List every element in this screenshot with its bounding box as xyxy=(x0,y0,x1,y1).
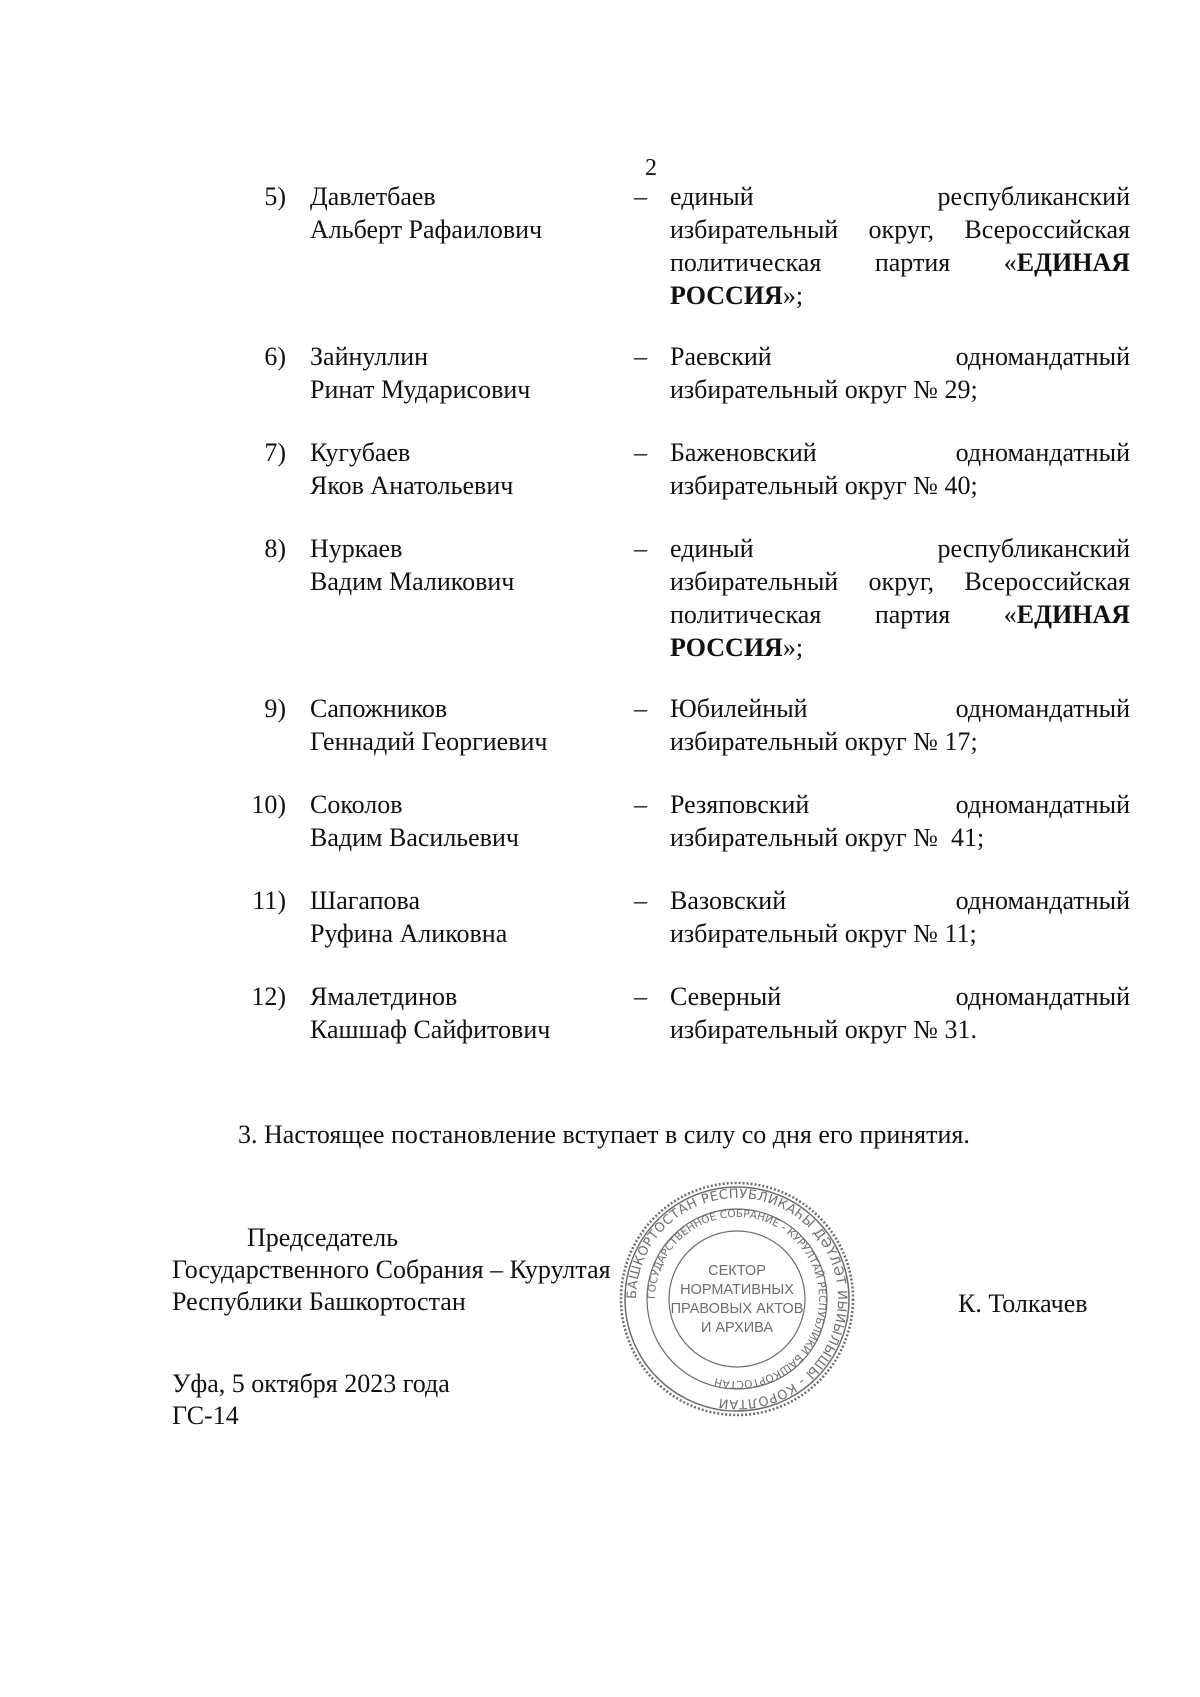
document-footer xyxy=(172,1368,450,1432)
item-number: 7) xyxy=(264,438,286,467)
district-description xyxy=(670,980,1130,1046)
dash: – xyxy=(634,534,647,563)
district-description xyxy=(670,884,1130,950)
dash: – xyxy=(634,886,647,915)
desc-line: политическая партия «ЕДИНАЯ xyxy=(670,600,1130,629)
clause-text: 3. Настоящее постановление вступает в силу со дня его принятия. xyxy=(238,1120,970,1149)
district-description xyxy=(670,788,1130,854)
desc-line: избирательный округ № 40; xyxy=(670,471,978,500)
desc-line: РОССИЯ»; xyxy=(670,633,804,662)
desc-line: Резяповский одномандатный xyxy=(670,790,1130,819)
deputy-given-name: Ринат Мударисович xyxy=(310,375,531,404)
deputy-name xyxy=(310,340,610,406)
dash: – xyxy=(634,438,647,467)
desc-line: Баженовский одномандатный xyxy=(670,438,1130,467)
desc-line: избирательный округ, Всероссийская xyxy=(670,215,1130,244)
deputy-name xyxy=(310,788,610,854)
desc-line: политическая партия «ЕДИНАЯ xyxy=(670,248,1130,277)
seal-outer-text: БАШКОРТОСТАН РЕСПУБЛИКАҺЫ ДӘҮЛӘТ ЙЫЙЫЛЫШЫ - КОРОЛТАЙ xyxy=(624,1186,850,1412)
item-number: 11) xyxy=(252,886,286,915)
desc-line: избирательный округ № 29; xyxy=(670,375,978,404)
deputy-surname: Шагапова xyxy=(310,886,421,915)
seal-center-line: НОРМАТИВНЫХ xyxy=(680,1282,794,1298)
deputy-name xyxy=(310,884,610,950)
item-number: 6) xyxy=(264,342,286,371)
deputy-name xyxy=(310,180,610,246)
item-number: 8) xyxy=(264,534,286,563)
deputy-surname: Сапожников xyxy=(310,694,448,723)
deputy-given-name: Кашшаф Сайфитович xyxy=(310,1015,551,1044)
desc-line: РОССИЯ»; xyxy=(670,281,804,310)
deputy-given-name: Руфина Аликовна xyxy=(310,919,508,948)
district-description xyxy=(670,692,1130,758)
dash: – xyxy=(634,790,647,819)
dash: – xyxy=(634,182,647,211)
seal-inner-text: ГОСУДАРСТВЕННОЕ СОБРАНИЕ - КУРУЛТАЙ РЕСПУБЛИКИ БАШКОРТОСТАН xyxy=(645,1207,829,1391)
signatory-org-line: Республики Башкортостан xyxy=(172,1287,466,1316)
dash: – xyxy=(634,982,647,1011)
desc-line: Северный одномандатный xyxy=(670,982,1130,1011)
desc-line: Раевский одномандатный xyxy=(670,342,1130,371)
signatory-name: К. Толкачев xyxy=(958,1289,1088,1318)
desc-line: избирательный округ № 11; xyxy=(670,919,977,948)
desc-line: избирательный округ № 31. xyxy=(670,1015,977,1044)
deputy-given-name: Яков Анатольевич xyxy=(310,471,514,500)
deputy-given-name: Вадим Васильевич xyxy=(310,823,519,852)
desc-line: избирательный округ № 17; xyxy=(670,727,978,756)
deputy-surname: Кугубаев xyxy=(310,438,411,467)
deputy-surname: Соколов xyxy=(310,790,403,819)
seal-center-line: СЕКТОР xyxy=(708,1263,766,1279)
deputy-surname: Ямалетдинов xyxy=(310,982,458,1011)
desc-line: единый республиканский xyxy=(670,534,1130,563)
district-description xyxy=(670,436,1130,502)
district-description xyxy=(670,180,1130,312)
deputy-name xyxy=(310,980,610,1046)
dash: – xyxy=(634,694,647,723)
seal-center-line: ПРАВОВЫХ АКТОВ xyxy=(670,1301,804,1317)
desc-line: Юбилейный одномандатный xyxy=(670,694,1130,723)
page-number: 2 xyxy=(645,155,657,181)
deputy-given-name: Геннадий Георгиевич xyxy=(310,727,548,756)
district-description xyxy=(670,340,1130,406)
deputy-given-name: Вадим Маликович xyxy=(310,567,515,596)
desc-line: избирательный округ № 41; xyxy=(670,823,985,852)
deputy-name xyxy=(310,692,610,758)
item-number: 9) xyxy=(264,694,286,723)
official-seal-stamp xyxy=(618,1180,856,1418)
place-date: Уфа, 5 октября 2023 года xyxy=(172,1369,450,1398)
deputy-name xyxy=(310,436,610,502)
desc-line: Вазовский одномандатный xyxy=(670,886,1130,915)
desc-line: единый республиканский xyxy=(670,182,1130,211)
deputy-surname: Давлетбаев xyxy=(310,182,436,211)
district-description xyxy=(670,532,1130,664)
deputy-name xyxy=(310,532,610,598)
dash: – xyxy=(634,342,647,371)
document-number: ГС-14 xyxy=(172,1401,239,1430)
deputy-surname: Зайнуллин xyxy=(310,342,429,371)
desc-line: избирательный округ, Всероссийская xyxy=(670,567,1130,596)
seal-center-line: И АРХИВА xyxy=(700,1320,774,1336)
deputy-given-name: Альберт Рафаилович xyxy=(310,215,543,244)
item-number: 10) xyxy=(251,790,286,819)
signatory-title: Председатель xyxy=(247,1223,399,1252)
item-number: 12) xyxy=(251,982,286,1011)
deputy-surname: Нуркаев xyxy=(310,534,403,563)
signatory-org-line: Государственного Собрания – Курултая xyxy=(172,1255,611,1284)
item-number: 5) xyxy=(264,182,286,211)
